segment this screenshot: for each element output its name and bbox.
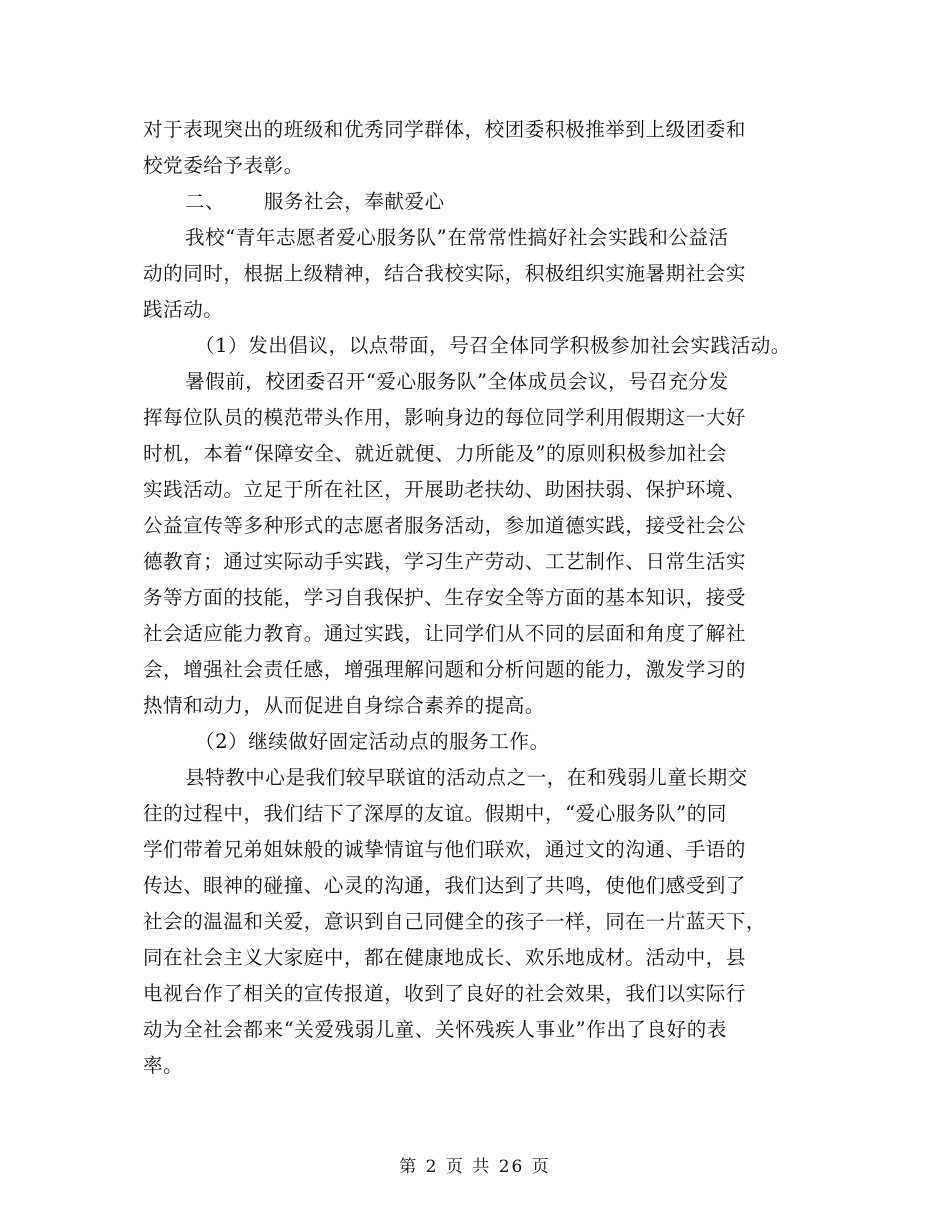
- text-line: 往的过程中，我们结下了深厚的友谊。假期中，“爱心服务队”的同: [143, 802, 727, 825]
- text-line: 会，增强社会责任感，增强理解问题和分析问题的能力，激发学习的: [143, 658, 747, 681]
- text-line: 挥每位队员的模范带头作用，影响身边的每位同学利用假期这一大好: [143, 406, 747, 429]
- text-line: 暑假前，校团委召开“爱心服务队”全体成员会议，号召充分发: [185, 370, 729, 393]
- section-heading-text: 服务社会，奉献爱心: [263, 190, 445, 213]
- text-line: 社会的温温和关爱，意识到自己同健全的孩子一样，同在一片蓝天下，: [143, 910, 767, 933]
- page-number-footer: 第 2 页 共 26 页: [399, 1157, 551, 1177]
- text-line: 实践活动。立足于所在社区，开展助老扶幼、助困扶弱、保护环境、: [143, 478, 747, 501]
- text-line: 校党委给予表彰。: [143, 154, 304, 177]
- text-line: 践活动。: [143, 298, 224, 321]
- text-line: 社会适应能力教育。通过实践，让同学们从不同的层面和角度了解社: [143, 622, 747, 645]
- text-line: 传达、眼神的碰撞、心灵的沟通，我们达到了共鸣，使他们感受到了: [143, 874, 747, 897]
- document-body: [143, 112, 823, 1084]
- section-heading: [143, 184, 823, 220]
- text-line: 我校“青年志愿者爱心服务队”在常常性搞好社会实践和公益活: [185, 226, 729, 249]
- text-line: 县特教中心是我们较早联谊的活动点之一，在和残弱儿童长期交: [185, 766, 748, 789]
- text-line: 学们带着兄弟姐妹般的诚挚情谊与他们联欢，通过文的沟通、手语的: [143, 838, 747, 861]
- text-line: 率。: [143, 1054, 184, 1077]
- text-line: 电视台作了相关的宣传报道，收到了良好的社会效果，我们以实际行: [143, 982, 747, 1005]
- text-line: 务等方面的技能，学习自我保护、生存安全等方面的基本知识，接受: [143, 586, 747, 609]
- text-line: 时机，本着“保障安全、就近就便、力所能及”的原则积极参加社会: [143, 442, 727, 465]
- text-line: 动为全社会都来“关爱残弱儿童、关怀残疾人事业”作出了良好的表: [143, 1018, 727, 1041]
- text-line: 动的同时，根据上级精神，结合我校实际，积极组织实施暑期社会实: [143, 262, 747, 285]
- section-heading-number: 二、: [185, 190, 226, 213]
- text-line: 热情和动力，从而促进自身综合素养的提高。: [143, 694, 546, 717]
- text-line: 公益宣传等多种形式的志愿者服务活动，参加道德实践，接受社会公: [143, 514, 747, 537]
- text-line: 德教育；通过实际动手实践，学习生产劳动、工艺制作、日常生活实: [143, 550, 747, 573]
- subsection-heading: （1）发出倡议，以点带面，号召全体同学积极参加社会实践活动。: [195, 334, 791, 357]
- text-line: 对于表现突出的班级和优秀同学群体，校团委积极推举到上级团委和: [143, 118, 747, 141]
- text-line: 同在社会主义大家庭中，都在健康地成长、欢乐地成材。活动中，县: [143, 946, 747, 969]
- subsection-heading: （2）继续做好固定活动点的服务工作。: [195, 730, 550, 753]
